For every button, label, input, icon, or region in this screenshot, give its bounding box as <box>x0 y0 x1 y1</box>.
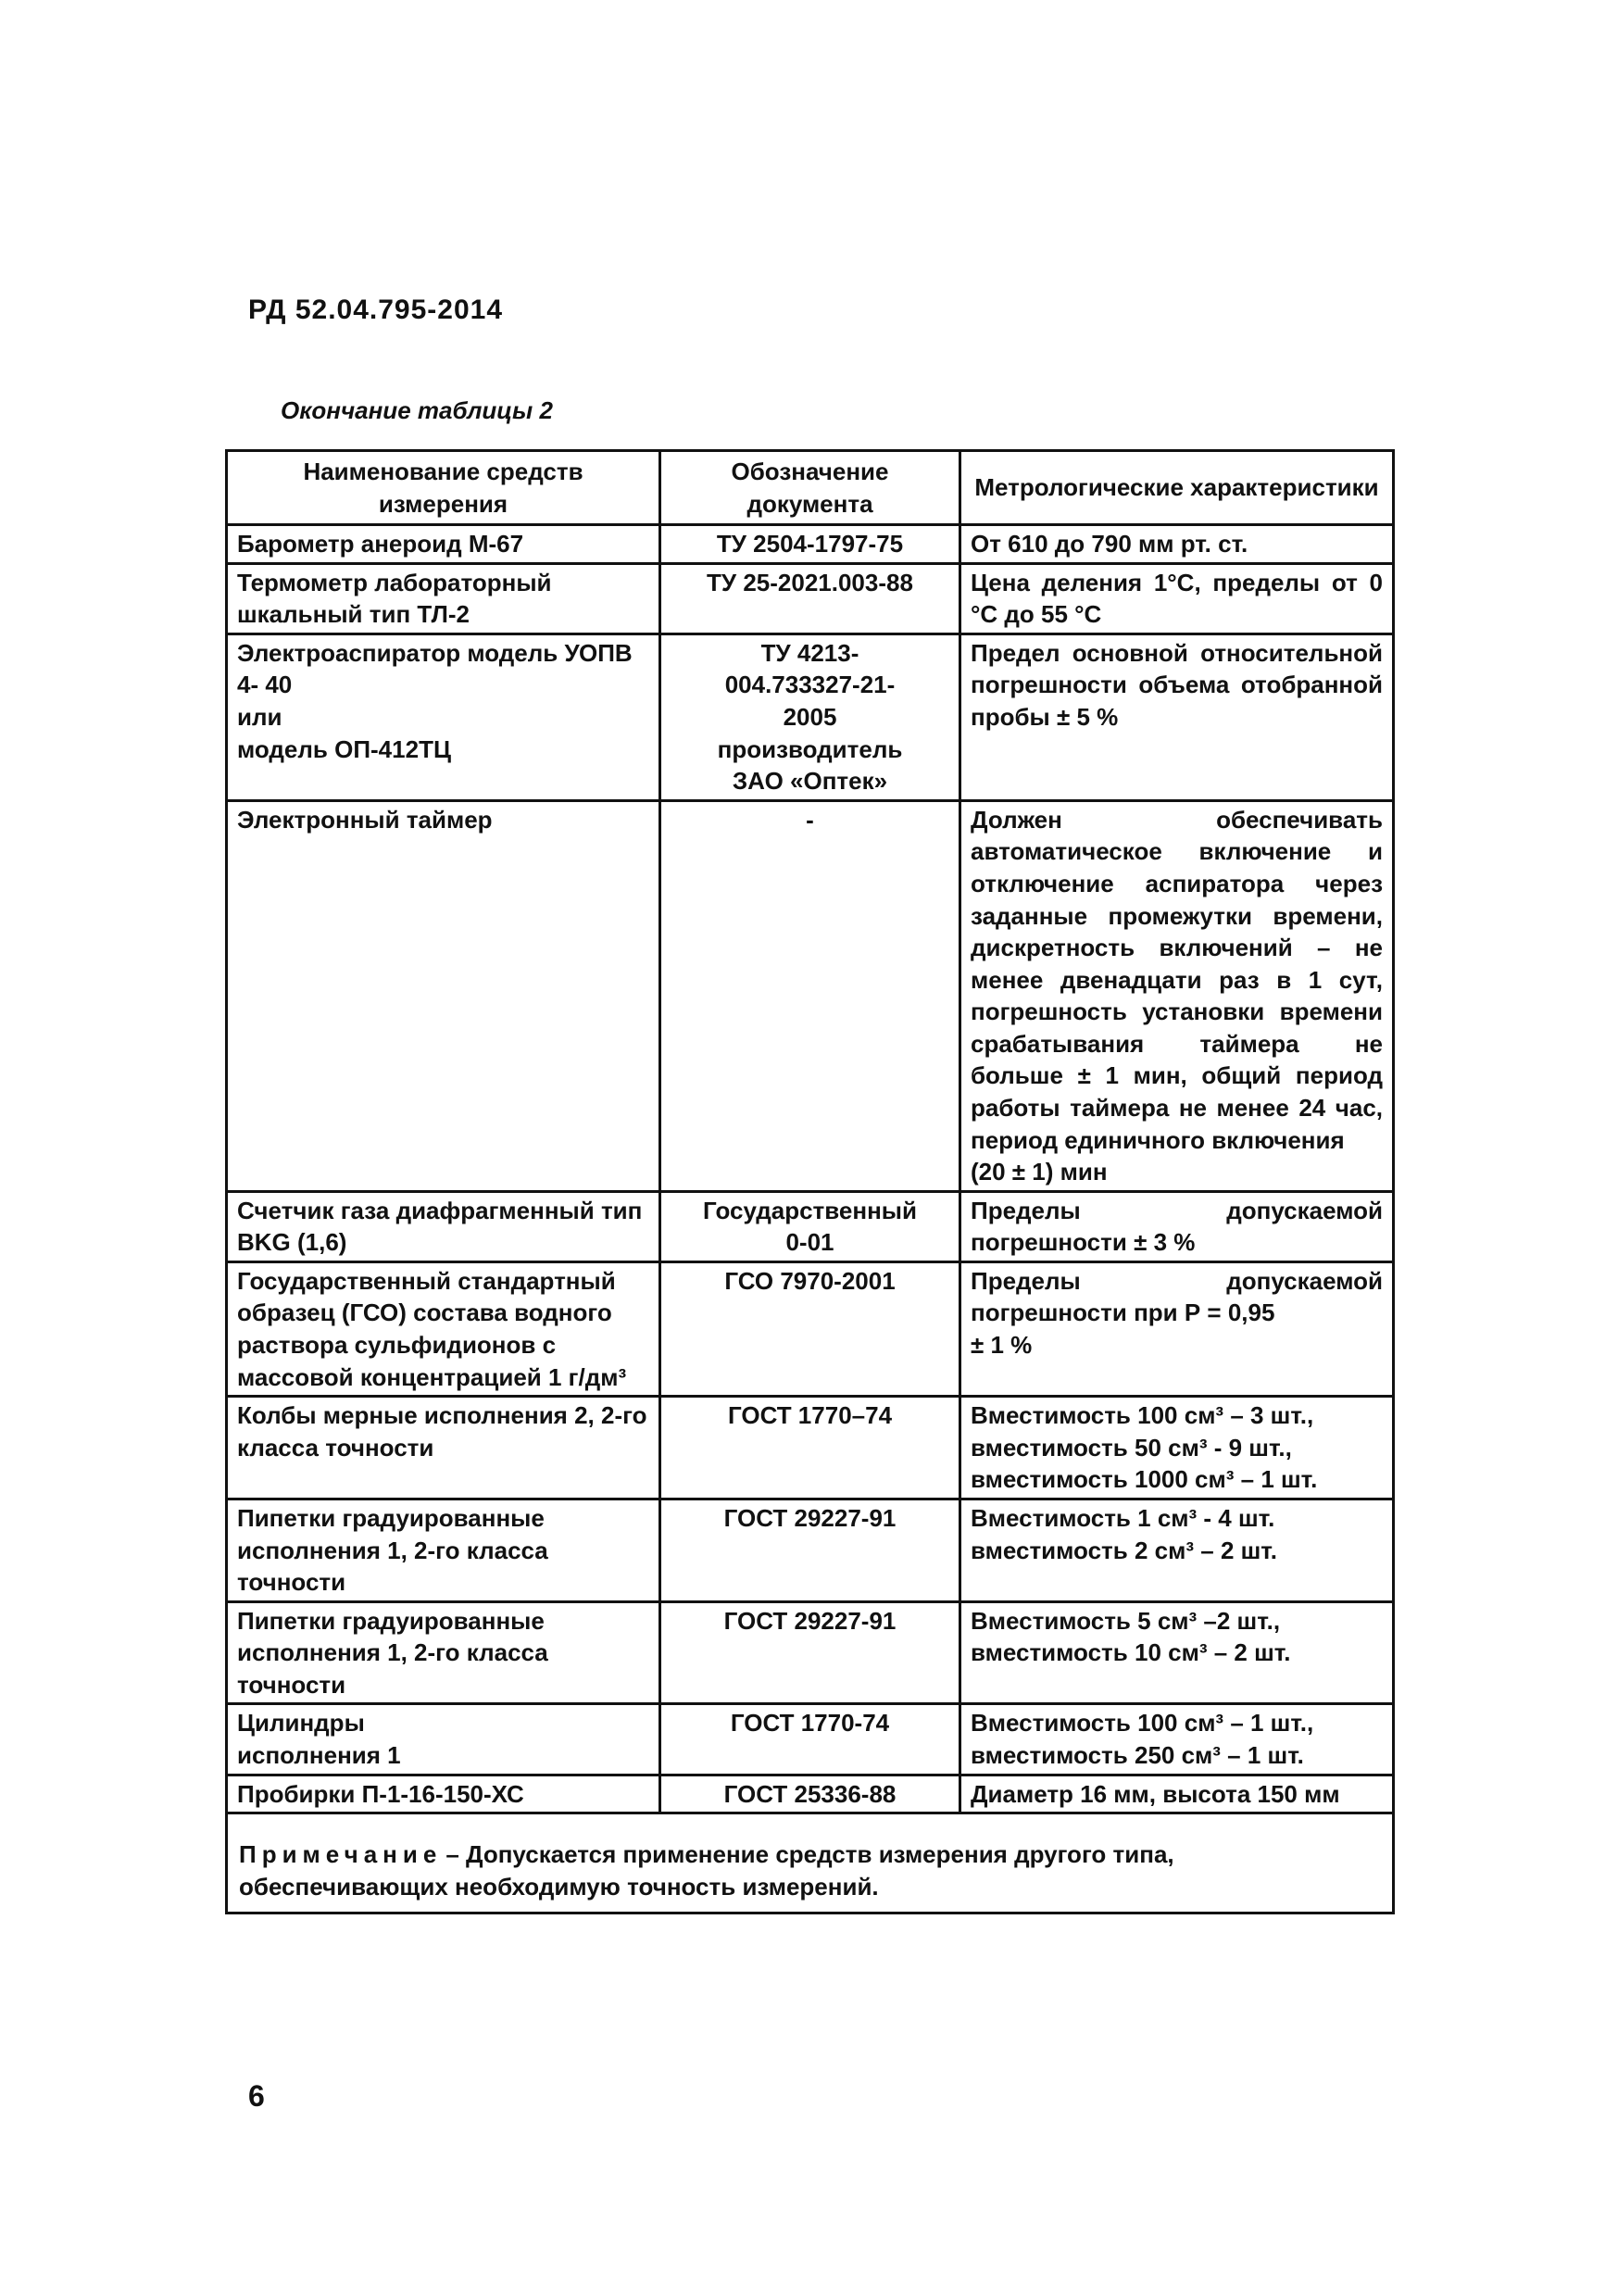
instrument-name-text: Пипетки градуированные исполнения 1, 2-го класса точности <box>237 1503 548 1597</box>
document-text: ТУ 2504-1797-75 <box>716 530 904 558</box>
characteristics-text: Цена деления 1°С, пределы от 0 °С до 55 °С <box>971 568 1383 629</box>
table-row <box>227 1499 1394 1601</box>
table-caption: Окончание таблицы 2 <box>281 396 553 424</box>
note-text: – Допускается применение средств измерения другого типа, обеспечивающих необходимую точность измерений. <box>239 1840 1174 1901</box>
instrument-name-text: Пипетки градуированные исполнения 1, 2-го класса точности <box>237 1606 548 1699</box>
document-text: ТУ 25-2021.003-88 <box>707 568 913 596</box>
characteristics-text: Вместимость 100 см³ – 3 шт., вместимость 50 см³ - 9 шт., вместимость 1000 см³ – 1 шт. <box>971 1401 1318 1494</box>
cell-instrument-name <box>227 1775 660 1813</box>
characteristics-text: Вместимость 1 см³ - 4 шт. вместимость 2 см³ – 2 шт. <box>971 1503 1277 1564</box>
cell-characteristics <box>960 1775 1394 1813</box>
cell-document <box>660 563 960 634</box>
characteristics-text: Предел основной относительной погрешности объема отобранной пробы ± 5 % <box>971 638 1383 732</box>
document-text: ГОСТ 1770-74 <box>730 1709 890 1738</box>
cell-document <box>660 1601 960 1704</box>
table-row <box>227 1601 1394 1704</box>
cell-document <box>660 1191 960 1261</box>
header-row <box>227 451 1394 525</box>
cell-instrument-name <box>227 1261 660 1396</box>
instrument-name-text: Счетчик газа диафрагменный тип BKG (1,6) <box>237 1196 643 1257</box>
note-cell <box>227 1813 1394 1913</box>
cell-instrument-name <box>227 1704 660 1775</box>
note-label: Примечание <box>239 1840 443 1869</box>
cell-characteristics <box>960 800 1394 1191</box>
cell-characteristics <box>960 634 1394 800</box>
table-row <box>227 800 1394 1191</box>
cell-document <box>660 1397 960 1499</box>
cell-document <box>660 525 960 564</box>
cell-instrument-name <box>227 1191 660 1261</box>
table-row <box>227 1191 1394 1261</box>
document-code: РД 52.04.795-2014 <box>248 295 504 325</box>
cell-characteristics <box>960 1601 1394 1704</box>
column-header-document: Обозначение документа <box>660 451 960 525</box>
instrument-name-text: Государственный стандартный образец (ГСО) состава водного раствора сульфидионов с массовой концентрацией 1 г/дм³ <box>237 1266 627 1391</box>
cell-document <box>660 1775 960 1813</box>
document-text: ГОСТ 25336-88 <box>723 1779 897 1808</box>
table-row <box>227 525 1394 564</box>
cell-instrument-name <box>227 800 660 1191</box>
characteristics-text: Пределы допускаемой погрешности при Р = 0,95 ± 1 % <box>971 1266 1383 1360</box>
cell-characteristics <box>960 525 1394 564</box>
document-text: ГОСТ 29227-91 <box>723 1606 897 1635</box>
instrument-name-text: Электронный таймер <box>237 805 493 834</box>
characteristics-text: Вместимость 5 см³ –2 шт., вместимость 10 см³ – 2 шт. <box>971 1606 1291 1667</box>
cell-characteristics <box>960 1704 1394 1775</box>
table-row <box>227 1261 1394 1396</box>
cell-instrument-name <box>227 525 660 564</box>
instrument-name-text: Термометр лабораторный шкальный тип ТЛ-2 <box>237 568 552 629</box>
instrument-name-text: Колбы мерные исполнения 2, 2-го класса точности <box>237 1401 647 1462</box>
instrument-name-text: Барометр анероид М-67 <box>237 530 524 558</box>
characteristics-text: От 610 до 790 мм рт. ст. <box>971 530 1248 558</box>
cell-characteristics <box>960 1261 1394 1396</box>
cell-document <box>660 1704 960 1775</box>
cell-characteristics <box>960 1191 1394 1261</box>
cell-document <box>660 1499 960 1601</box>
cell-document <box>660 634 960 800</box>
document-text: ГОСТ 29227-91 <box>723 1503 897 1532</box>
table-row <box>227 1704 1394 1775</box>
document-text: ГОСТ 1770–74 <box>727 1401 893 1430</box>
cell-instrument-name <box>227 634 660 800</box>
cell-instrument-name <box>227 1601 660 1704</box>
characteristics-text: Вместимость 100 см³ – 1 шт., вместимость 250 см³ – 1 шт. <box>971 1709 1314 1769</box>
table-header <box>227 451 1394 525</box>
cell-characteristics <box>960 563 1394 634</box>
cell-instrument-name <box>227 563 660 634</box>
characteristics-text: Должен обеспечивать автоматическое включение и отключение аспиратора через заданные промежутки времени, дискретность включений – не менее двенадцати раз в 1 сут, погрешность установки времени срабатывания таймера не больше ± 1 мин, общий период работы таймера не менее 24 час, период единичного включения (20 ± 1) мин <box>971 805 1383 1186</box>
column-header-characteristics: Метрологические характеристики <box>960 451 1394 525</box>
table-row <box>227 563 1394 634</box>
document-text: ГСО 7970-2001 <box>724 1266 896 1295</box>
instrument-name-text: Пробирки П-1-16-150-ХС <box>237 1779 524 1808</box>
characteristics-text: Пределы допускаемой погрешности ± 3 % <box>971 1196 1383 1257</box>
note-row <box>227 1813 1394 1913</box>
cell-instrument-name <box>227 1499 660 1601</box>
cell-characteristics <box>960 1499 1394 1601</box>
column-header-name: Наименование средств измерения <box>227 451 660 525</box>
instrument-name-text: Электроаспиратор модель УОПВ 4- 40 или модель ОП-412ТЦ <box>237 638 633 763</box>
document-text: - <box>806 805 814 834</box>
instrument-name-text: Цилиндры исполнения 1 <box>237 1709 401 1769</box>
characteristics-text: Диаметр 16 мм, высота 150 мм <box>971 1779 1340 1808</box>
cell-instrument-name <box>227 1397 660 1499</box>
cell-document <box>660 800 960 1191</box>
table-row <box>227 1775 1394 1813</box>
table-body <box>227 525 1394 1913</box>
table-row <box>227 634 1394 800</box>
page-number: 6 <box>248 2079 265 2113</box>
document-text: ТУ 4213- 004.733327-21- 2005 производитель ЗАО «Оптек» <box>717 638 903 796</box>
equipment-table <box>225 449 1395 1914</box>
document-text: Государственный 0-01 <box>703 1196 917 1257</box>
cell-characteristics <box>960 1397 1394 1499</box>
table-row <box>227 1397 1394 1499</box>
cell-document <box>660 1261 960 1396</box>
